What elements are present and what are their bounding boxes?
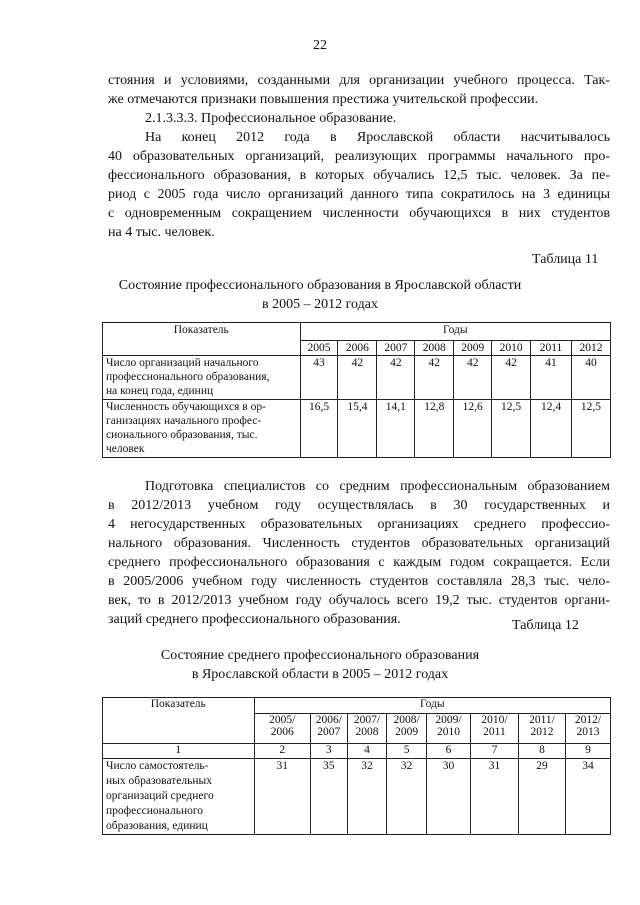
- table11-header-years: Годы: [300, 323, 610, 341]
- para3-line: в 2012/2013 учебном году осуществлялась в 30 государственных и: [108, 498, 610, 513]
- table11-cell: 42: [415, 356, 454, 400]
- table12-col-number: 6: [427, 744, 471, 759]
- table11-year: 2007: [377, 341, 415, 356]
- table11-cell: 42: [454, 356, 492, 400]
- table11-year: 2010: [492, 341, 531, 356]
- table12-cell: 32: [387, 759, 427, 835]
- page-number: 22: [313, 38, 327, 53]
- table11-row: [103, 400, 611, 458]
- table11-row: [103, 356, 611, 400]
- table12-year: 2007/ 2008: [347, 714, 387, 744]
- para3-line: нального образования. Численность студентов образовательных организаций: [108, 536, 610, 551]
- table12-cell: 34: [566, 759, 611, 835]
- para3-line: среднего профессионального образования с каждым годом сокращается. Если: [108, 555, 610, 570]
- table12-year: 2009/ 2010: [427, 714, 471, 744]
- para3-line: век, то в 2012/2013 учебном году обучалось всего 19,2 тыс. студентов органи-: [108, 593, 610, 608]
- table12-header-years: Годы: [254, 698, 610, 714]
- table12-col-number: 1: [103, 744, 255, 759]
- table11-year: 2008: [415, 341, 454, 356]
- para3-line: Подготовка специалистов со средним профессиональным образованием: [145, 479, 610, 494]
- table12-year: 2008/ 2009: [387, 714, 427, 744]
- para1-line: же отмечаются признаки повышения престижа учительской профессии.: [108, 92, 539, 107]
- table12-cell: 29: [518, 759, 565, 835]
- table11-year: 2011: [531, 341, 572, 356]
- table12-col-number: 7: [470, 744, 518, 759]
- table11-cell: 42: [492, 356, 531, 400]
- table12-col-number: 2: [254, 744, 310, 759]
- para2-line: на 4 тыс. человек.: [108, 225, 215, 240]
- table11-cell: 12,5: [571, 400, 610, 458]
- para3-line: в 2005/2006 учебном году численность студентов составляла 28,3 тыс. чело-: [108, 574, 610, 589]
- para1-line: стояния и условиями, созданными для организации учебного процесса. Так-: [108, 73, 610, 88]
- table12-year: 2005/ 2006: [254, 714, 310, 744]
- table12-title-line1: Состояние среднего профессионального образования: [160, 648, 480, 663]
- para3-line: 4 негосударственных образовательных организациях среднего профессио-: [108, 517, 610, 532]
- table11-year: 2006: [338, 341, 377, 356]
- para2-line: 40 образовательных организаций, реализующих программы начального про-: [108, 149, 610, 164]
- table11-label: Таблица 11: [532, 252, 599, 267]
- section-heading: 2.1.3.3.3. Профессиональное образование.: [145, 111, 397, 126]
- table12-cell: 31: [470, 759, 518, 835]
- table11-cell: 12,6: [454, 400, 492, 458]
- table12-col-number: 9: [566, 744, 611, 759]
- table11-title-line1: Состояние профессионального образования в Ярославской области: [118, 278, 522, 293]
- table11-cell: 12,5: [492, 400, 531, 458]
- table11-cell: 12,4: [531, 400, 572, 458]
- table11-cell: 42: [377, 356, 415, 400]
- table11-cell: 15,4: [338, 400, 377, 458]
- table12-cell: 31: [254, 759, 310, 835]
- table11-title-line2: в 2005 – 2012 годах: [262, 297, 378, 312]
- para2-line: риод с 2005 года число организаций данного типа сократилось на 3 единицы: [108, 187, 610, 202]
- table12-label: Таблица 12: [512, 618, 579, 633]
- table12-col-number: 3: [311, 744, 348, 759]
- table11-cell: 41: [531, 356, 572, 400]
- table11-year: 2005: [300, 341, 338, 356]
- table11-cell: 16,5: [300, 400, 338, 458]
- table11-row-label: Численность обучающихся в ор- ганизациях начального профес- сионального образования, тыс. человек: [103, 400, 301, 458]
- table12-row: [103, 759, 611, 835]
- table12-row-label: Число самостоятель- ных образовательных организаций среднего профессионального образования, единиц: [103, 759, 255, 835]
- table11-cell: 12,8: [415, 400, 454, 458]
- table12-header-indicator: Показатель: [103, 698, 255, 744]
- para2-line: фессионального образования, в которых обучались 12,5 тыс. человек. За пе-: [108, 168, 610, 183]
- table11-cell: 40: [571, 356, 610, 400]
- table12: [102, 697, 611, 835]
- table11-year: 2012: [571, 341, 610, 356]
- table12-col-number: 5: [387, 744, 427, 759]
- table11-cell: 43: [300, 356, 338, 400]
- table12-cell: 32: [347, 759, 387, 835]
- table11-cell: 42: [338, 356, 377, 400]
- table12-year: 2011/ 2012: [518, 714, 565, 744]
- table11-row-label: Число организаций начального профессионального образования, на конец года, единиц: [103, 356, 301, 400]
- table12-cell: 30: [427, 759, 471, 835]
- para2-line: с одновременным сокращением численности обучающихся в них студентов: [108, 206, 610, 221]
- table12-year: 2010/ 2011: [470, 714, 518, 744]
- table12-title-line2: в Ярославской области в 2005 – 2012 годах: [191, 667, 449, 682]
- para3-line: заций среднего профессионального образования.: [108, 612, 401, 627]
- table12-year: 2012/ 2013: [566, 714, 611, 744]
- table11: [102, 322, 611, 458]
- table11-header-indicator: Показатель: [103, 323, 301, 356]
- table12-col-number: 4: [347, 744, 387, 759]
- table12-cell: 35: [311, 759, 348, 835]
- table11-cell: 14,1: [377, 400, 415, 458]
- table12-column-numbers: [103, 744, 611, 759]
- table12-col-number: 8: [518, 744, 565, 759]
- table11-year: 2009: [454, 341, 492, 356]
- table12-year: 2006/ 2007: [311, 714, 348, 744]
- para2-line: На конец 2012 года в Ярославской области насчитывалось: [145, 130, 610, 145]
